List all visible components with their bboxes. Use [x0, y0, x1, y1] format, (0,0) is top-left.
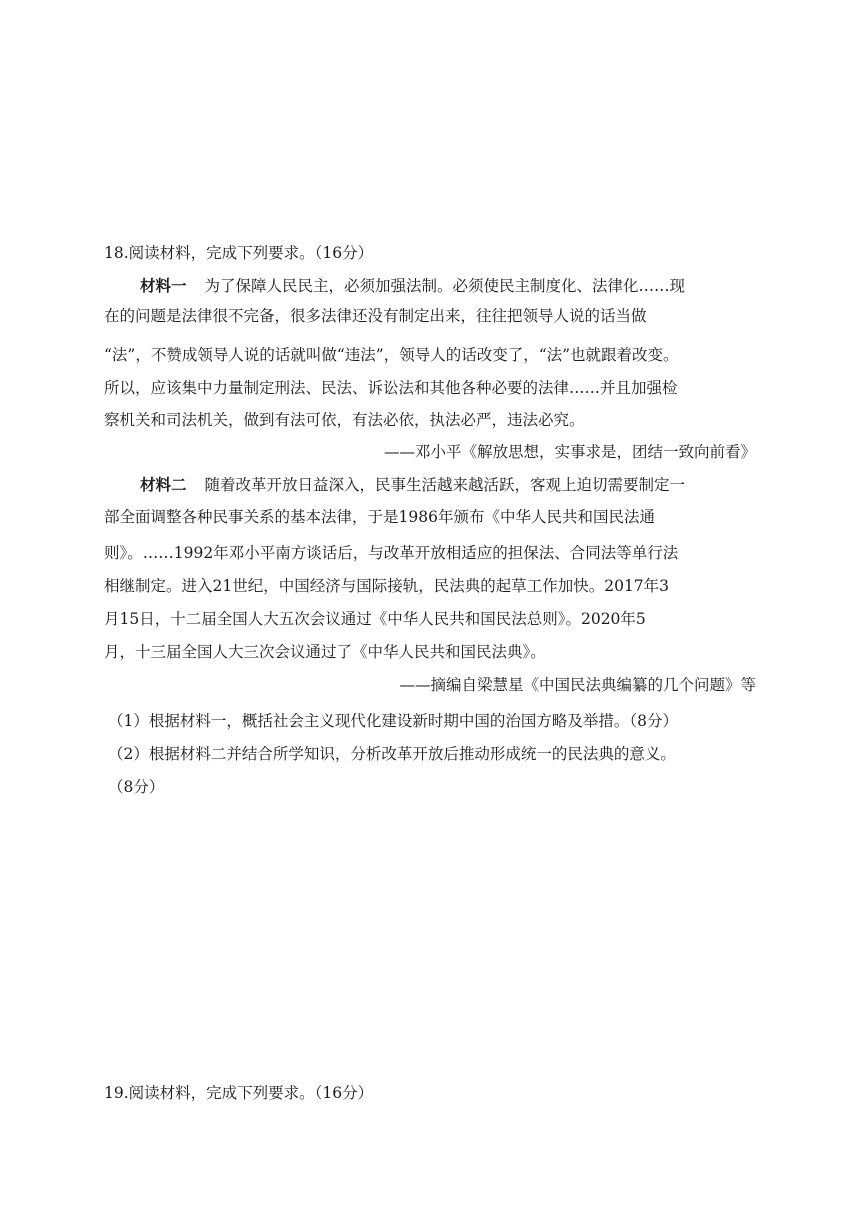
material-2-line-3: 则》。……1992年邓小平南方谈话后，与改革开放相适应的担保法、合同法等单行法 — [104, 544, 679, 562]
material-2-line-6: 月，十三届全国人大三次会议通过了《中华人民共和国民法典》。 — [104, 643, 546, 661]
question-18-title: 18.阅读材料，完成下列要求。（16分） — [104, 244, 374, 262]
material-2-line-5: 月15日，十二届全国人大五次会议通过《中华人民共和国民法总则》。2020年5 — [104, 610, 646, 628]
material-2-line-2: 部全面调整各种民事关系的基本法律，于是1986年颁布《中华人民共和国民法通 — [104, 508, 655, 526]
sub-question-2: （2）根据材料二并结合所学知识，分析改革开放后推动形成统一的民法典的意义。 — [108, 745, 676, 763]
material-2-line-1 — [140, 475, 685, 495]
material-1-line-3: “法”，不赞成领导人说的话就叫做“违法”，领导人的话改变了，“法”也就跟着改变。 — [104, 346, 679, 364]
material-2-label: 材料二 — [140, 475, 187, 494]
sub-question-2-points: （8分） — [108, 778, 165, 796]
material-1-line-2: 在的问题是法律很不完备，很多法律还没有制定出来，往往把领导人说的话当做 — [104, 307, 647, 325]
material-2-line-4: 相继制定。进入21世纪，中国经济与国际接轨，民法典的起草工作加快。2017年3 — [104, 577, 670, 595]
material-1-text: 为了保障人民民主，必须加强法制。必须使民主制度化、法律化……现 — [204, 277, 686, 295]
material-1-line-5: 察机关和司法机关，做到有法可依，有法必依，执法必严，违法必究。 — [104, 411, 585, 429]
material-2-text: 随着改革开放日益深入，民事生活越来越活跃，客观上迫切需要制定一 — [204, 476, 686, 494]
question-19-title: 19.阅读材料，完成下列要求。（16分） — [104, 1084, 374, 1102]
material-1-label: 材料一 — [140, 276, 187, 295]
sub-question-1: （1）根据材料一，概括社会主义现代化建设新时期中国的治国方略及举措。（8分） — [108, 712, 678, 730]
material-1-source: ——邓小平《解放思想，实事求是，团结一致向前看》 — [383, 443, 756, 461]
material-1-line-1 — [140, 276, 685, 296]
material-2-source: ——摘编自梁慧星《中国民法典编纂的几个问题》等 — [399, 676, 756, 694]
material-1-line-4: 所以，应该集中力量制定刑法、民法、诉讼法和其他各种必要的法律……并且加强检 — [104, 379, 678, 397]
